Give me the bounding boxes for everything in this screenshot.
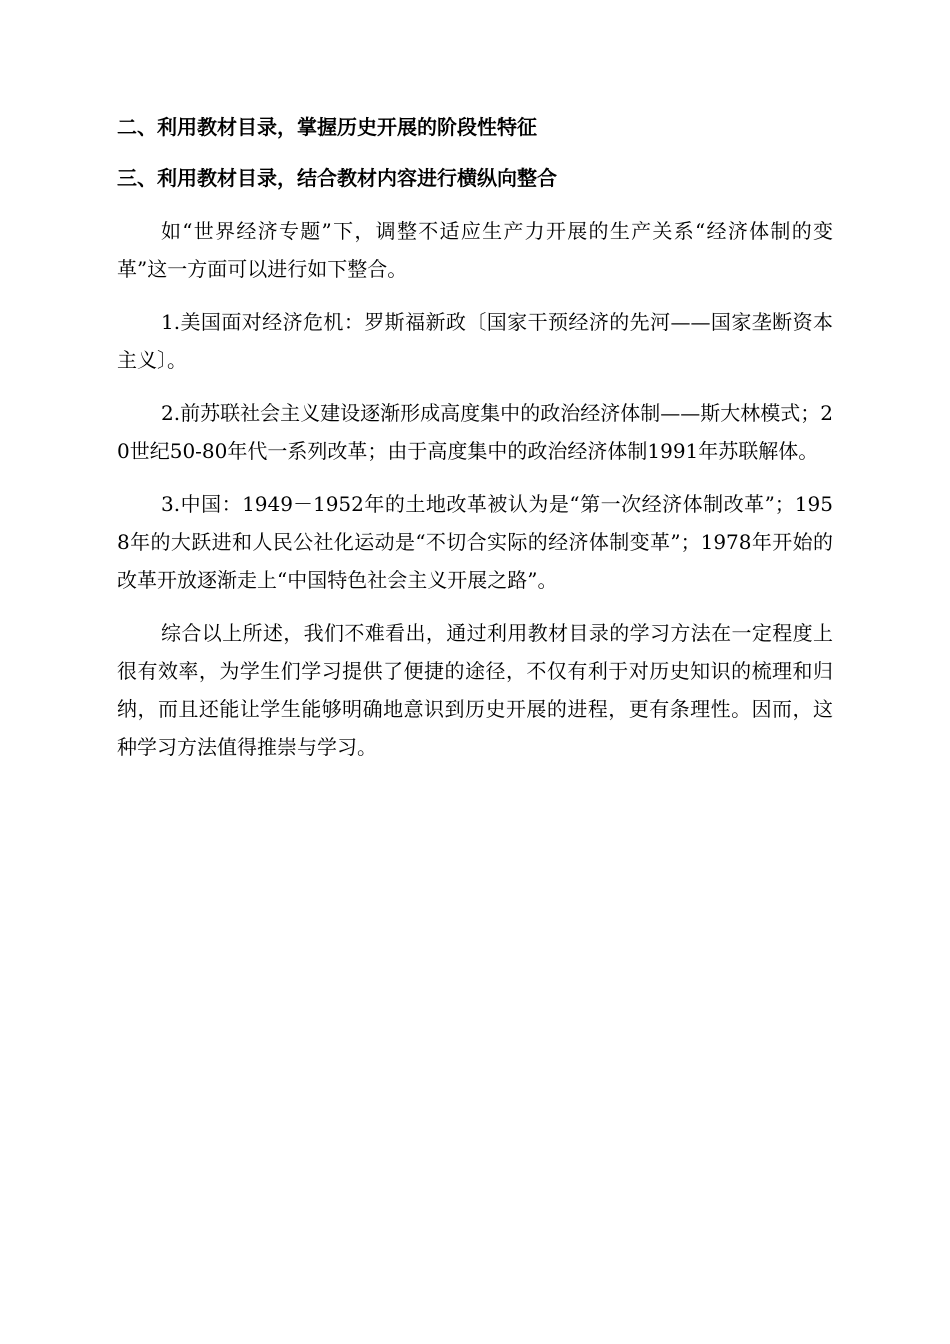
paragraph-item-ussr: 2.前苏联社会主义建设逐渐形成高度集中的政治经济体制——斯大林模式；20世纪50-80年代一系列改革；由于高度集中的政治经济体制1991年苏联解体。: [117, 401, 833, 463]
document-body: [117, 112, 833, 781]
paragraph-intro: 如“世界经济专题”下，调整不适应生产力开展的生产关系“经济体制的变革”这一方面可以进行如下整合。: [117, 219, 833, 281]
paragraph-item-china: 3.中国：1949－1952年的土地改革被认为是“第一次经济体制改革”；1958年的大跃进和人民公社化运动是“不切合实际的经济体制变革”；1978年开始的改革开放逐渐走上“中国特色社会主义开展之路”。: [117, 492, 833, 592]
paragraph-item-usa: 1.美国面对经济危机：罗斯福新政〔国家干预经济的先河——国家垄断资本主义〕。: [117, 310, 833, 372]
section-heading-3: 三、利用教材目录，结合教材内容进行横纵向整合: [117, 166, 557, 190]
paragraph-conclusion: 综合以上所述，我们不难看出，通过利用教材目录的学习方法在一定程度上很有效率，为学生们学习提供了便捷的途径，不仅有利于对历史知识的梳理和归纳，而且还能让学生能够明确地意识到历史开展的进程，更有条理性。因而，这种学习方法值得推崇与学习。: [117, 621, 833, 759]
section-heading-2: 二、利用教材目录，掌握历史开展的阶段性特征: [117, 115, 537, 139]
